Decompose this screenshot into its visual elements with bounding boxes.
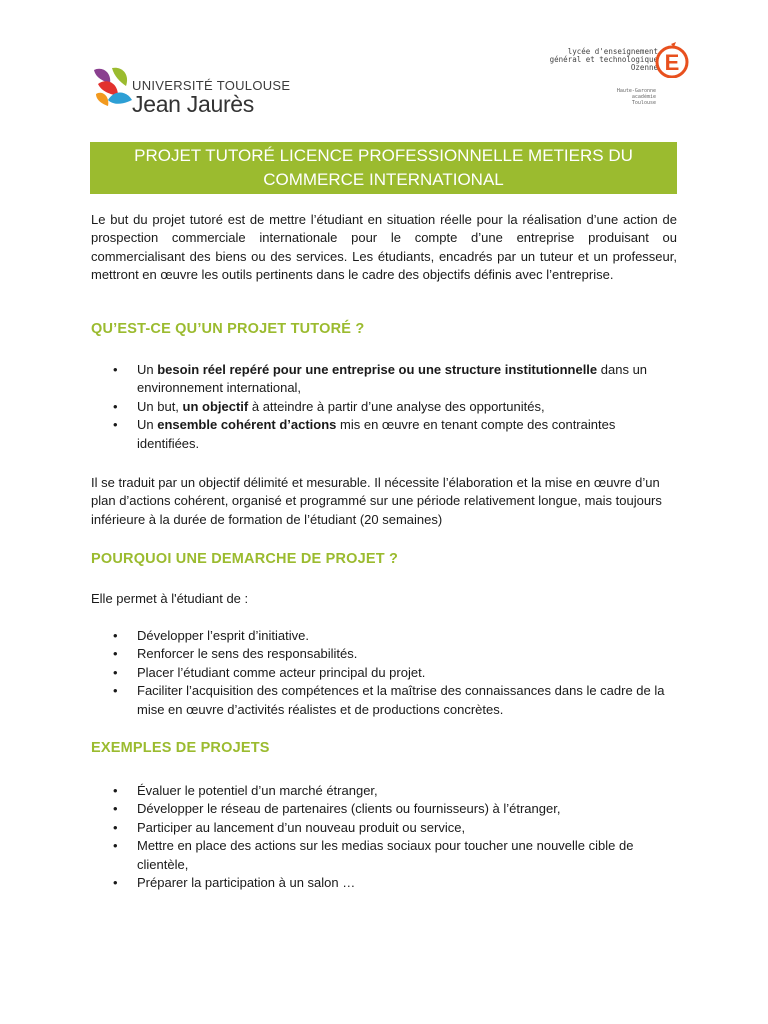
list-item: • Développer l’esprit d’initiative. [91, 627, 681, 645]
section3-list [91, 782, 681, 892]
list-item: • Renforcer le sens des responsabilités. [91, 645, 681, 663]
university-name-line2: Jean Jaurès [132, 91, 254, 117]
title-line2: COMMERCE INTERNATIONAL [263, 170, 504, 189]
lycee-logo [549, 40, 692, 120]
list-item: • Un but, un objectif à atteindre à partir d’une analyse des opportunités, [91, 398, 681, 416]
lycee-e-icon [654, 42, 690, 78]
list-item: • Évaluer le potentiel d’un marché étranger, [91, 782, 681, 800]
list-item: • Participer au lancement d’un nouveau produit ou service, [91, 819, 681, 837]
lycee-line1: lycée d'enseignement [567, 47, 658, 56]
list-item: • Préparer la participation à un salon … [91, 874, 681, 892]
title-line1: PROJET TUTORÉ LICENCE PROFESSIONNELLE METIERS DU [134, 146, 633, 165]
list-item: • Un ensemble cohérent d’actions mis en œuvre en tenant compte des contraintes identifiées. [91, 416, 681, 453]
intro-paragraph: Le but du projet tutoré est de mettre l’étudiant en situation réelle pour la réalisation d’une action de prospection commerciale internationale pour le compte d’une entreprise produisant ou commercialisant des biens ou des services. Les étudiants, encadrés par un tuteur et un professeur, mettront en œuvre les outils pertinents dans le cadre des objectifs définis avec l’entreprise. [91, 212, 677, 283]
lycee-small3: Toulouse [631, 100, 656, 106]
section2-lead: Elle permet à l'étudiant de : [91, 591, 249, 606]
list-item: • Mettre en place des actions sur les medias sociaux pour toucher une nouvelle cible de clientèle, [91, 837, 681, 874]
title-banner [90, 142, 677, 194]
list-item: • Un besoin réel repéré pour une entreprise ou une structure institutionnelle dans un environnement international, [91, 361, 681, 398]
list-item: • Placer l’étudiant comme acteur principal du projet. [91, 664, 681, 682]
lycee-small-text [617, 88, 656, 106]
section1-paragraph: Il se traduit par un objectif délimité et mesurable. Il nécessite l’élaboration et la mise en œuvre d’un plan d’actions cohérent, organisé et programmé sur une période relativement longue, mais toujours inférieure à la durée de formation de l’étudiant (20 semaines) [91, 475, 662, 527]
list-item: • Faciliter l’acquisition des compétences et la maîtrise des connaissances dans le cadre de la mise en œuvre d’activités réalistes et de productions concrètes. [91, 682, 681, 719]
university-name-line1: UNIVERSITÉ TOULOUSE [132, 78, 291, 93]
section2-list [91, 627, 681, 719]
svg-text:E: E [664, 50, 680, 75]
lycee-line3: Ozenne [630, 63, 658, 72]
section3-heading: EXEMPLES DE PROJETS [91, 740, 270, 756]
lycee-line2: général et technologique [549, 55, 658, 64]
university-logo-mark-icon [92, 64, 134, 110]
lycee-small2: académie [631, 94, 656, 100]
university-logo [92, 64, 292, 117]
lycee-small1: Haute-Garonne [616, 88, 656, 94]
section2-heading: POURQUOI UNE DEMARCHE DE PROJET ? [91, 551, 399, 567]
section1-list [91, 361, 681, 453]
list-item: • Développer le réseau de partenaires (clients ou fournisseurs) à l’étranger, [91, 800, 681, 818]
section1-heading: QU’EST-CE QU’UN PROJET TUTORÉ ? [91, 321, 365, 337]
lycee-logo-text [550, 48, 658, 72]
